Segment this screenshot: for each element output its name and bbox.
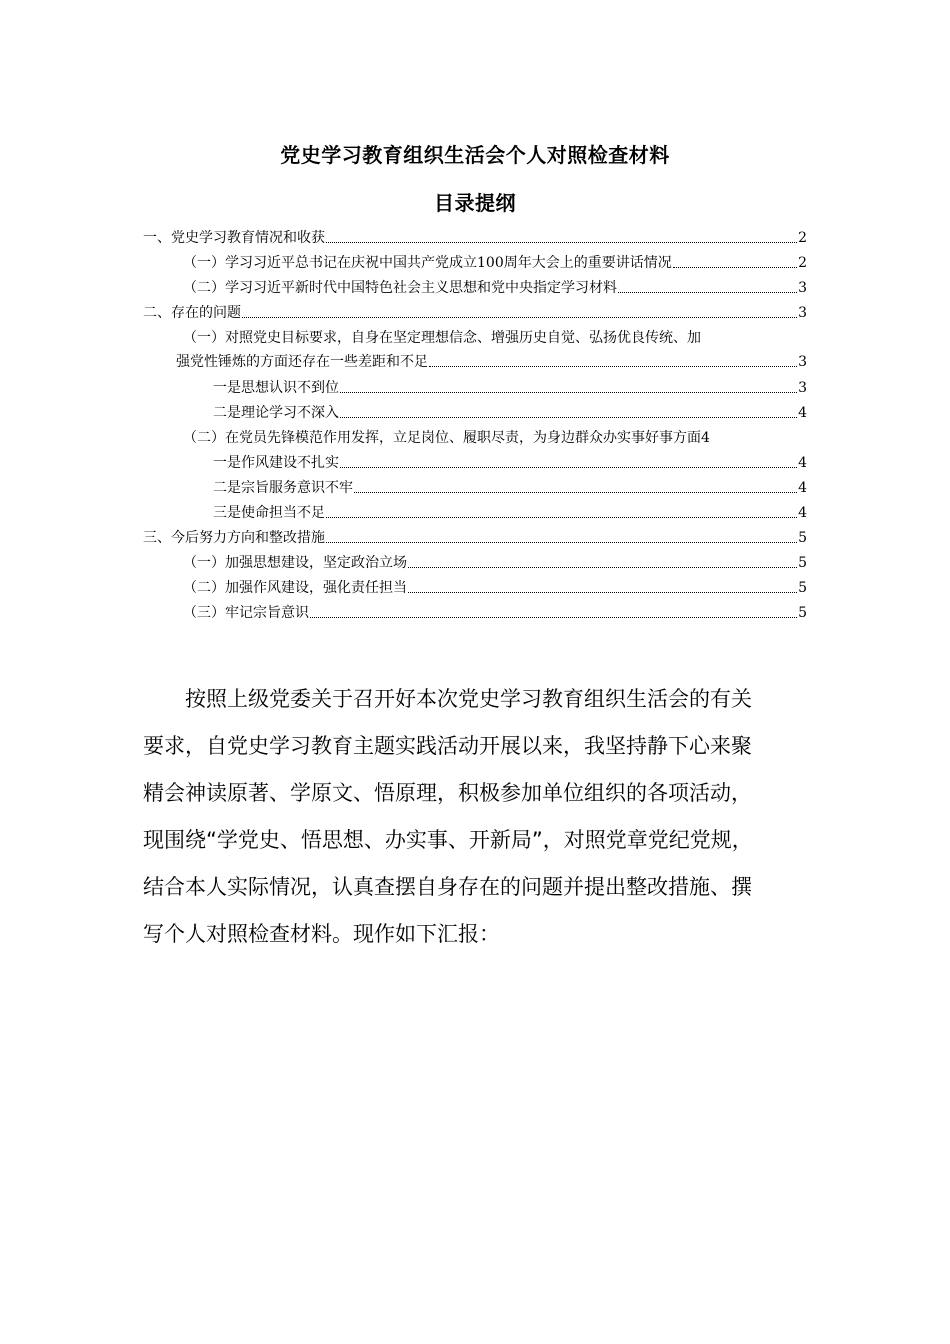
toc-page-number: 3	[798, 280, 807, 296]
body-line: 按照上级党委关于召开好本次党史学习教育组织生活会的有关	[185, 687, 752, 711]
toc-leader-dots	[673, 267, 797, 268]
toc-entry[interactable]	[143, 501, 807, 526]
toc-entry-text-line2: 强党性锤炼的方面还存在一些差距和不足	[176, 354, 428, 370]
toc-leader-dots	[340, 417, 797, 418]
toc-entry[interactable]	[143, 301, 807, 326]
toc-page-number: 5	[798, 580, 807, 596]
toc-entry[interactable]	[143, 276, 807, 301]
toc-entry-text: 二是理论学习不深入	[213, 405, 339, 421]
toc-entry-text: （二）在党员先锋模范作用发挥，立足岗位、履职尽责，为身边群众办实事好事方面	[183, 430, 701, 446]
toc-title: 目录提纲	[434, 191, 516, 215]
toc-entry-text: （二）学习习近平新时代中国特色社会主义思想和党中央指定学习材料	[183, 280, 617, 296]
toc-entry[interactable]	[143, 526, 807, 551]
toc-leader-dots	[408, 567, 797, 568]
toc-entry-text: 三是使命担当不足	[213, 505, 325, 521]
toc-entry[interactable]	[143, 576, 807, 601]
toc-entry-text: 一是思想认识不到位	[213, 380, 339, 396]
toc-leader-dots	[429, 366, 797, 367]
toc-page-number: 5	[798, 555, 807, 571]
toc-entry-text: （三）牢记宗旨意识	[183, 605, 309, 621]
table-of-contents	[143, 226, 807, 626]
toc-page-number: 5	[798, 605, 807, 621]
toc-entry[interactable]	[143, 251, 807, 276]
toc-page-number: 3	[798, 380, 807, 396]
body-line: 结合本人实际情况，认真查摆自身存在的问题并提出整改措施、撰	[143, 875, 752, 899]
toc-entry-text: 一、党史学习教育情况和收获	[143, 230, 325, 246]
toc-entry-text: （一）学习习近平总书记在庆祝中国共产党成立100周年大会上的重要讲话情况	[183, 255, 672, 271]
toc-page-number: 4	[798, 405, 807, 421]
toc-page-number: 4	[798, 480, 807, 496]
toc-entry-text: （二）加强作风建设，强化责任担当	[183, 580, 407, 596]
toc-page-number: 4	[798, 505, 807, 521]
toc-page-number: 4	[701, 430, 710, 446]
toc-entry[interactable]	[143, 326, 807, 376]
toc-entry-text: 三、今后努力方向和整改措施	[143, 530, 325, 546]
toc-entry[interactable]	[143, 376, 807, 401]
body-line: 要求，自党史学习教育主题实践活动开展以来，我坚持静下心来聚	[143, 734, 752, 758]
toc-leader-dots	[326, 242, 797, 243]
toc-entry-text: 二是宗旨服务意识不牢	[213, 480, 353, 496]
toc-entry-text: 二、存在的问题	[143, 305, 241, 321]
toc-page-number: 4	[798, 455, 807, 471]
toc-page-number: 3	[798, 305, 807, 321]
toc-page-number: 3	[798, 354, 807, 370]
body-line: 精会神读原著、学原文、悟原理，积极参加单位组织的各项活动，	[143, 781, 752, 805]
toc-entry-text: 一是作风建设不扎实	[213, 455, 339, 471]
toc-entry[interactable]	[143, 551, 807, 576]
toc-leader-dots	[354, 492, 797, 493]
toc-leader-dots	[340, 467, 797, 468]
toc-entry[interactable]	[143, 226, 807, 251]
body-line: 现围绕“学党史、悟思想、办实事、开新局”，对照党章党纪党规，	[143, 828, 753, 852]
toc-entry-text-line1: （一）对照党史目标要求，自身在坚定理想信念、增强历史自觉、弘扬优良传统、加	[183, 330, 701, 346]
toc-entry[interactable]	[143, 426, 807, 451]
toc-page-number: 5	[798, 530, 807, 546]
toc-entry[interactable]	[143, 401, 807, 426]
toc-entry[interactable]	[143, 601, 807, 626]
toc-entry-text: （一）加强思想建设，坚定政治立场	[183, 555, 407, 571]
toc-leader-dots	[310, 617, 797, 618]
toc-page-number: 2	[798, 230, 807, 246]
toc-entry[interactable]	[143, 451, 807, 476]
toc-entry[interactable]	[143, 476, 807, 501]
body-line: 写个人对照检查材料。现作如下汇报：	[143, 922, 500, 946]
body-paragraph	[143, 676, 807, 958]
toc-leader-dots	[326, 542, 797, 543]
toc-leader-dots	[618, 292, 797, 293]
document-title: 党史学习教育组织生活会个人对照检查材料	[280, 143, 670, 167]
toc-leader-dots	[242, 317, 797, 318]
toc-leader-dots	[340, 392, 797, 393]
toc-page-number: 2	[798, 255, 807, 271]
toc-leader-dots	[326, 517, 797, 518]
toc-leader-dots	[408, 592, 797, 593]
